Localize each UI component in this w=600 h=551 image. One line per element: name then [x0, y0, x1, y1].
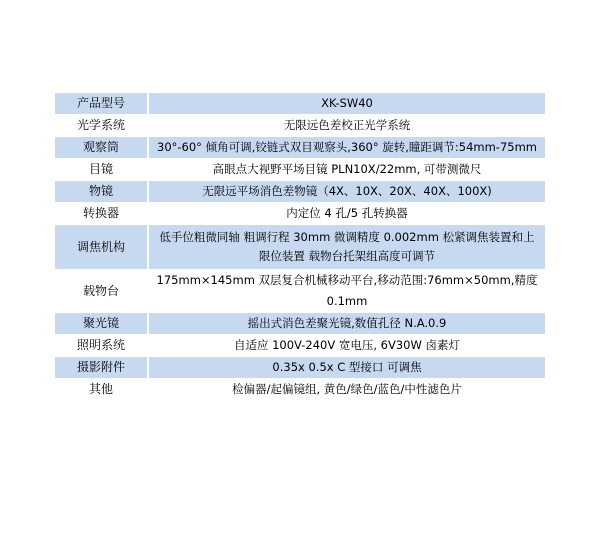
row-value: 检偏器/起偏镜组, 黄色/绿色/蓝色/中性滤色片 [148, 379, 545, 401]
row-value: 无限远平场消色差物镜（4X、10X、20X、40X、100X) [148, 181, 545, 203]
row-value: 无限远色差校正光学系统 [148, 115, 545, 137]
table-row [55, 313, 545, 335]
row-value: 30°-60° 倾角可调,铰链式双目观察头,360° 旋转,瞳距调节:54mm-75mm [148, 137, 545, 159]
spec-table [55, 93, 545, 401]
table-row [55, 93, 545, 115]
row-label: 摄影附件 [55, 357, 148, 379]
row-value: 内定位 4 孔/5 孔转换器 [148, 203, 545, 225]
row-value: XK-SW40 [148, 93, 545, 115]
row-label: 转换器 [55, 203, 148, 225]
row-label: 产品型号 [55, 93, 148, 115]
row-label: 聚光镜 [55, 313, 148, 335]
row-value: 摇出式消色差聚光镜,数值孔径 N.A.0.9 [148, 313, 545, 335]
row-value: 高眼点大视野平场目镜 PLN10X/22mm, 可带测微尺 [148, 159, 545, 181]
table-row [55, 203, 545, 225]
row-value: 低手位粗微同轴 粗调行程 30mm 微调精度 0.002mm 松紧调焦装置和上限位装置 载物台托架组高度可调节 [148, 225, 545, 270]
row-label: 物镜 [55, 181, 148, 203]
table-row [55, 225, 545, 270]
table-row [55, 137, 545, 159]
table-row [55, 357, 545, 379]
row-label: 光学系统 [55, 115, 148, 137]
table-row [55, 159, 545, 181]
row-label: 目镜 [55, 159, 148, 181]
table-row [55, 379, 545, 401]
row-value: 自适应 100V-240V 宽电压, 6V30W 卤素灯 [148, 335, 545, 357]
row-label: 载物台 [55, 270, 148, 313]
table-row [55, 181, 545, 203]
row-value: 0.35x 0.5x C 型接口 可调焦 [148, 357, 545, 379]
row-value: 175mm×145mm 双层复合机械移动平台,移动范围:76mm×50mm,精度 0.1mm [148, 270, 545, 313]
table-row [55, 335, 545, 357]
table-row [55, 115, 545, 137]
row-label: 照明系统 [55, 335, 148, 357]
row-label: 其他 [55, 379, 148, 401]
row-label: 观察筒 [55, 137, 148, 159]
table-row [55, 270, 545, 313]
row-label: 调焦机构 [55, 225, 148, 270]
